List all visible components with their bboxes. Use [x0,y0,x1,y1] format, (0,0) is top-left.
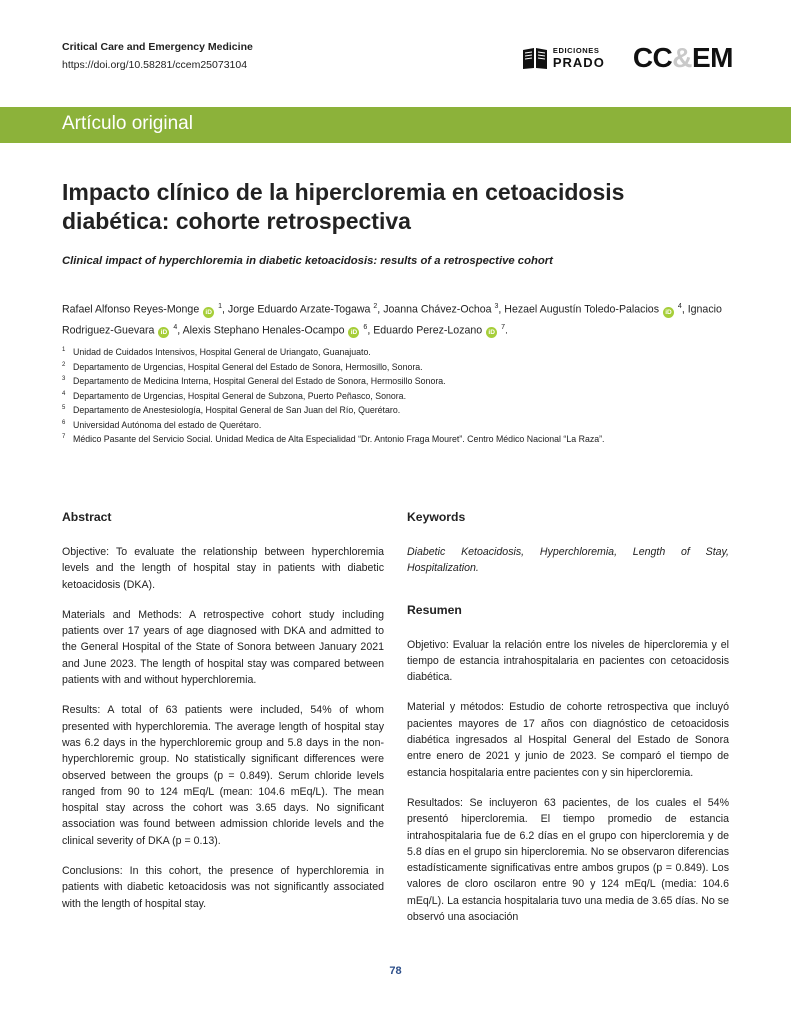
header-logos [521,42,733,74]
article-type-banner [0,107,791,143]
doi-link[interactable]: https://doi.org/10.58281/ccem25073104 [62,59,248,71]
orcid-icon[interactable]: iD [663,307,674,318]
author-separator: , [177,324,183,337]
author-separator: , [498,303,505,316]
keywords-text: Diabetic Ketoacidosis, Hyperchloremia, Length of Stay, Hospitalization. [407,546,729,575]
article-type-label: Artículo original [62,113,193,134]
journal-logo-em: EM [692,42,733,73]
abstract-heading: Abstract [62,510,112,524]
resumen-paragraph: Objetivo: Evaluar la relación entre los niveles de hipercloremia y el tiempo de estancia intrahospitalaria en pacientes con cetoacidosis diabética. [407,638,729,684]
abstract-column [62,510,384,926]
author-affiliation-number: 2 [373,303,378,310]
affiliation-text: Universidad Autónoma del estado de Querétaro. [73,419,262,430]
affiliation-item [62,359,742,374]
author-affiliation-number: 3 [494,303,499,310]
journal-name: Critical Care and Emergency Medicine [62,41,253,53]
resumen-paragraph: Material y métodos: Estudio de cohorte retrospectiva que incluyó pacientes mayores de 17 años con diagnóstico de cetoacidosis diabética ingresados al Hospital General del Estado de Sonora entre enero de 2021 y junio de 2023. Se comparó el tiempo de estancia hospitalaria entre pacientes con y sin hipercloremia. [407,701,729,779]
author-name: Ignacio Rodriguez-Guevara [62,303,722,337]
author-separator: , [681,303,688,316]
author-name: Alexis Stephano Henales-Ocampo [182,324,345,337]
affiliation-text: Departamento de Medicina Interna, Hospital General del Estado de Sonora, Hermosillo Sonora. [73,375,446,386]
author-separator: , [222,303,228,316]
orcid-icon[interactable]: iD [486,327,497,338]
author-affiliation-number: 4 [173,323,178,331]
author-affiliation-number: 1 [218,303,223,310]
journal-logo-cc: CC [632,42,673,73]
orcid-icon[interactable]: iD [203,307,214,318]
resumen-heading: Resumen [407,602,462,617]
journal-logo [633,42,733,74]
author-name: Jorge Eduardo Arzate-Togawa [227,303,371,316]
author-separator: , [377,303,384,316]
publisher-logo [521,45,605,71]
affiliation-text: Médico Pasante del Servicio Social. Unidad Medica de Alta Especialidad “Dr. Antonio Fraga Mouret”. Centro Médico Nacional “La Raza”. [73,434,605,445]
abstract-paragraph: Objective: To evaluate the relationship between hyperchloremia levels and the length of hospital stay in patients with diabetic ketoacidosis (DKA). [62,546,384,591]
affiliation-number: 7 [62,434,66,441]
keywords-resumen-column [407,510,729,939]
author-name: Eduardo Perez-Lozano [373,324,483,337]
journal-logo-amp: & [672,42,692,73]
author-affiliation-number: 4 [677,303,682,310]
affiliation-number: 5 [62,405,66,412]
author-affiliation-number: 7 [501,323,505,331]
affiliation-item [62,344,742,359]
author-name: Hezael Augustín Toledo-Palacios [504,303,659,316]
affiliation-text: Departamento de Urgencias, Hospital General de Subzona, Puerto Peñasco, Sonora. [73,390,407,401]
article-subtitle: Clinical impact of hyperchloremia in diabetic ketoacidosis: results of a retrospective cohort [62,255,553,267]
affiliation-item [62,417,742,432]
affiliation-text: Unidad de Cuidados Intensivos, Hospital General de Uriangato, Guanajuato. [73,346,371,357]
publisher-big-text: PRADO [552,54,605,70]
affiliation-list [62,344,742,446]
resumen-paragraph: Resultados: Se incluyeron 63 pacientes, de los cuales el 54% presentó hipercloremia. El tiempo promedio de estancia intrahospitalaria fue de 6.2 días en el grupo con hipercloremia y de 5.8 días en el grupo sin hipercloremia. No se observaron diferencias estadísticamente significativas entre ambos grupos (p = 0.849). Los valores de cloro oscilaron entre 90 y 124 mEq/L (media: 104.6 mEq/L). La estancia hospitalaria tuvo una media de 3.65 días. No se observó una asociación [407,796,729,924]
journal-header [62,41,253,71]
affiliation-item [62,388,742,403]
affiliation-number: 4 [62,390,66,397]
affiliation-text: Departamento de Urgencias, Hospital General del Estado de Sonora, Hermosillo, Sonora. [73,361,423,372]
author-name: Rafael Alfonso Reyes-Monge [62,303,200,316]
affiliation-number: 1 [62,347,66,353]
publisher-small-text: EDICIONES [552,46,600,56]
article-title: Impacto clínico de la hipercloremia en cetoacidosis diabética: cohorte retrospectiva [62,179,625,234]
author-affiliation-number: 6 [363,323,368,331]
book-icon [521,45,549,71]
orcid-icon[interactable]: iD [348,327,359,338]
abstract-paragraph: Conclusions: In this cohort, the presence of hyperchloremia in patients with diabetic ketoacidosis was not significantly associated with the length of hospital stay. [62,865,384,910]
author-separator: . [505,324,508,337]
affiliation-item [62,402,742,417]
page-number: 78 [389,965,402,977]
affiliation-item [62,431,742,446]
keywords-heading: Keywords [407,510,466,524]
author-separator: , [367,324,374,337]
affiliation-text: Departamento de Anestesiología, Hospital General de San Juan del Río, Querétaro. [73,404,401,415]
affiliation-number: 3 [62,376,66,383]
affiliation-number: 6 [62,419,66,426]
affiliation-number: 2 [62,361,66,368]
abstract-paragraph: Results: A total of 63 patients were included, 54% of whom presented with hyperchloremia. The average length of hospital stay was 6.2 days in the hyperchloremic group and 5.8 days in the non-hyperchloremic group. No statistically significant differences were observed between the groups (p = 0.849). Serum chloride levels ranged from 90 to 124 mEq/L (mean: 104.6 mEq/L). The mean hospital stay across the cohort was 3.65 days. No significant association was found between admission chloride levels and the clinical severity of DKA (p = 0.13). [62,704,384,847]
abstract-paragraph: Materials and Methods: A retrospective cohort study including patients over 17 years of age diagnosed with DKA and admitted to the General Hospital of the State of Sonora between January 2021 and June 2023. The length of hospital stay was compared between patients with and without hyperchloremia. [62,608,384,687]
orcid-icon[interactable]: iD [158,327,169,338]
affiliation-item [62,373,742,388]
author-name: Joanna Chávez-Ochoa [383,303,492,316]
author-list [62,298,732,339]
